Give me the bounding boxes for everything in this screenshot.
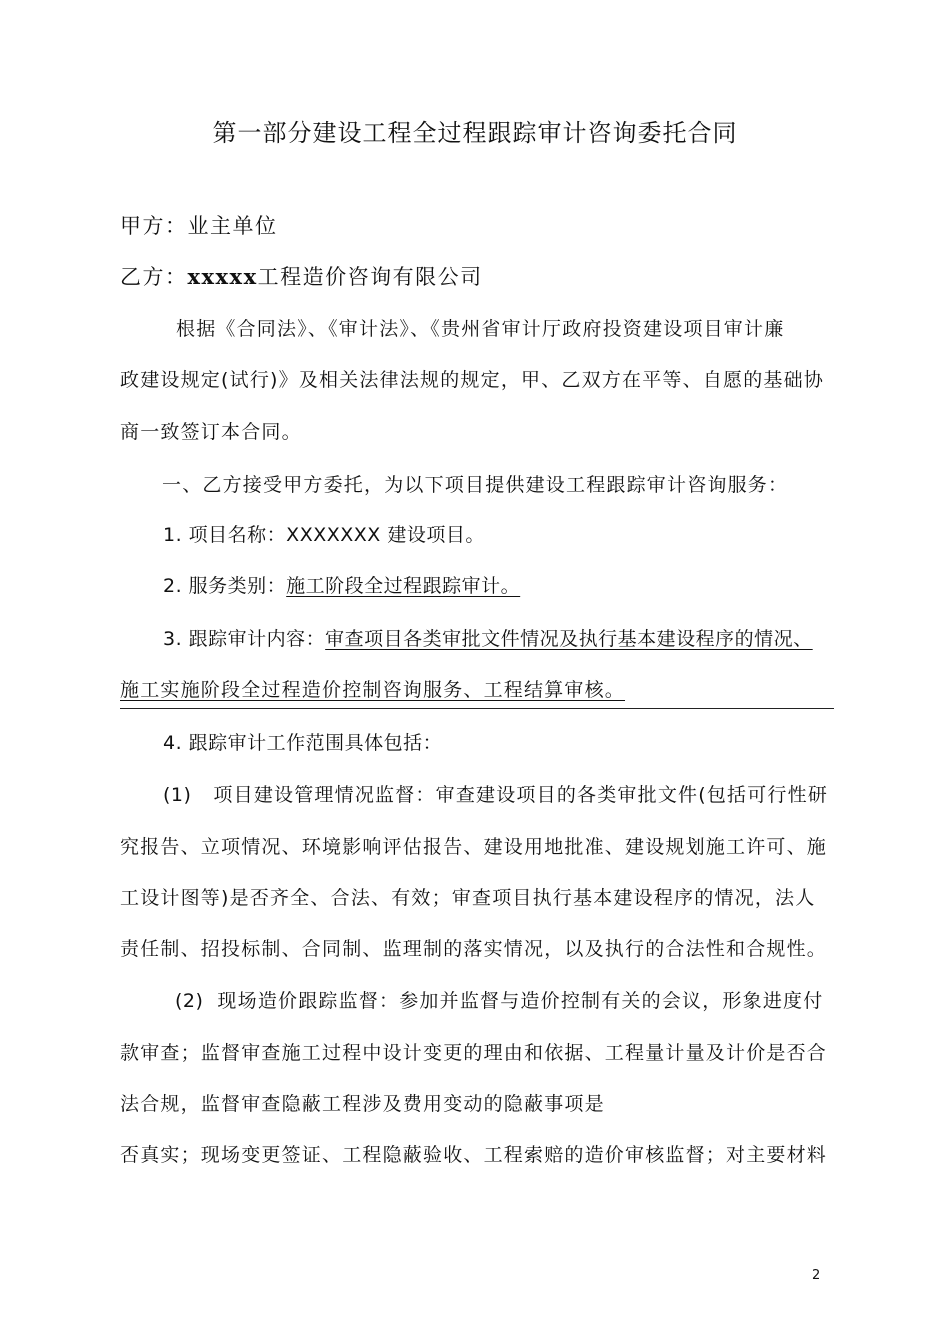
item-3-value-line-1: 审查项目各类审批文件情况及执行基本建设程序的情况、 (325, 628, 813, 650)
document-title: 第一部分建设工程全过程跟踪审计咨询委托合同 (212, 119, 738, 147)
item-1-label: 1. 项目名称： (163, 524, 287, 546)
sub-item-1-marker: (1) (163, 784, 192, 806)
item-2-value: 施工阶段全过程跟踪审计。 (286, 575, 521, 597)
party-b-suffix: 工程造价咨询有限公司 (257, 265, 483, 289)
horizontal-rule (120, 708, 834, 709)
sub-item-1-first-line (163, 782, 828, 808)
item-3-value-line-2-text: 施工实施阶段全过程造价控制咨询服务、工程结算审核。 (120, 679, 626, 701)
sub-item-1-line-4: 责任制、招投标制、合同制、监理制的落实情况，以及执行的合法性和合规性。 (120, 938, 828, 960)
party-a: 甲方：业主单位 (120, 214, 278, 238)
party-b (120, 264, 483, 290)
page-number: 2 (812, 1268, 821, 1283)
item-4: 4. 跟踪审计工作范围具体包括： (163, 732, 443, 754)
sub-item-2-marker: (2) (175, 990, 204, 1012)
item-3 (163, 626, 813, 652)
preamble-line-2: 政建设规定(试行)》及相关法律法规的规定，甲、乙双方在平等、自愿的基础协 (120, 369, 825, 391)
sub-item-2-first-line (175, 988, 823, 1014)
item-1 (163, 522, 485, 548)
item-3-value-line-2 (120, 677, 625, 703)
sub-item-1-line-1: 项目建设管理情况监督：审查建设项目的各类审批文件(包括可行性研 (213, 784, 829, 806)
sub-item-2-line-4: 否真实；现场变更签证、工程隐蔽验收、工程索赔的造价审核监督；对主要材料 (120, 1144, 828, 1166)
preamble-line-3: 商一致签订本合同。 (120, 421, 302, 443)
party-b-prefix: 乙方： (120, 265, 188, 289)
item-2 (163, 573, 520, 599)
sub-item-1-line-3: 工设计图等)是否齐全、合法、有效；审查项目执行基本建设程序的情况，法人 (120, 887, 816, 909)
sub-item-2-line-3: 法合规，监督审查隐蔽工程涉及费用变动的隐蔽事项是 (120, 1093, 605, 1115)
item-1-value: XXXXXXX 建设项目。 (286, 524, 485, 546)
sub-item-2-line-1: 现场造价跟踪监督：参加并监督与造价控制有关的会议，形象进度付 (217, 990, 824, 1012)
item-2-label: 2. 服务类别： (163, 575, 287, 597)
sub-item-1-line-2: 究报告、立项情况、环境影响评估报告、建设用地批准、建设规划施工许可、施 (120, 836, 828, 858)
section-1-heading: 一、乙方接受甲方委托，为以下项目提供建设工程跟踪审计咨询服务： (162, 474, 789, 496)
sub-item-2-line-2: 款审查；监督审查施工过程中设计变更的理由和依据、工程量计量及计价是否合 (120, 1042, 828, 1064)
preamble-line-1: 根据《合同法》、《审计法》、《贵州省审计厅政府投资建设项目审计廉 (176, 318, 785, 340)
item-3-label: 3. 跟踪审计内容： (163, 628, 326, 650)
party-b-name-code: xxxxx (187, 264, 258, 289)
